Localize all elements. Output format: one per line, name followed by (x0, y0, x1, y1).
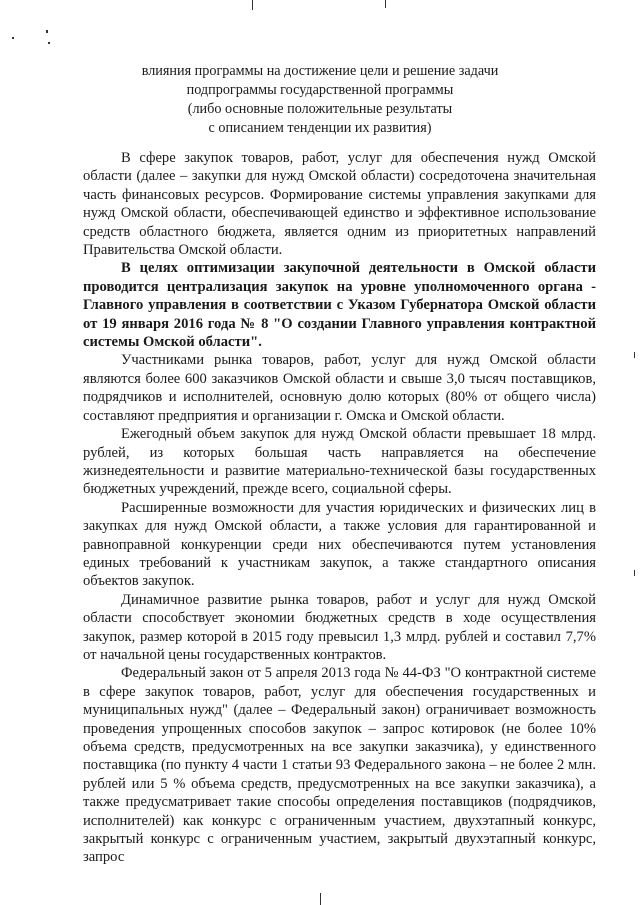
scan-artifact (385, 0, 386, 8)
scan-artifact (320, 893, 321, 905)
body-text (83, 149, 596, 867)
scan-artifact (12, 37, 14, 39)
scan-artifact (634, 352, 635, 358)
paragraph: Динамичное развитие рынка товаров, работ и услуг для нужд Омской области способствует экономии бюджетных средств в ходе осуществления закупок, размер которой в 2015 году превысил 1,3 млрд. рублей и составил 7,7% от начальной цены государственных контрактов. (83, 591, 596, 663)
section-heading (60, 62, 580, 138)
heading-line: с описанием тенденции их развития) (208, 120, 432, 136)
scan-artifact (252, 0, 253, 10)
paragraph: Федеральный закон от 5 апреля 2013 года № 44-ФЗ "О контрактной системе в сфере закупок товаров, работ, услуг для обеспечения государственных и муниципальных нужд" (далее – Федеральный закон) ограничивает возможность проведения упрощенных способов закупок – запрос котировок (не более 10% объема средств, предусмотренных на все закупки заказчика), у единственного поставщика (по пункту 4 части 1 статьи 93 Федерального закона – не более 2 млн. рублей или 5 % объема средств, предусмотренных на все закупки заказчика), а также предусматривает такие способы определения поставщиков (подрядчиков, исполнителей) как конкурс с ограниченным участием, двухэтапный конкурс, закрытый конкурс с ограниченным участием, закрытый двухэтапный конкурс, запрос (83, 665, 596, 866)
paragraph: Расширенные возможности для участия юридических и физических лиц в закупках для нужд Омской области, а также условия для гарантированной и равноправной конкуренции среди них обеспечиваются путем установления единых требований к участникам закупок, а также стандартного описания объектов закупок. (83, 499, 596, 590)
heading-line: влияния программы на достижение цели и решение задачи (141, 63, 499, 79)
heading-line: подпрограммы государственной программы (186, 82, 454, 98)
paragraph: В целях оптимизации закупочной деятельности в Омской области проводится централизация закупок на уровне уполномоченного органа - Главного управления в соответствии с Указом Губернатора Омской области от 19 января 2016 года № 8 "О создании Главного управления контрактной системы Омской области". (83, 260, 596, 351)
scan-artifact (48, 42, 50, 44)
scan-artifact (46, 30, 48, 33)
paragraph: В сфере закупок товаров, работ, услуг для обеспечения нужд Омской области (далее – закупки для нужд Омской области) сосредоточена значительная часть финансовых ресурсов. Формирование системы управления закупками для нужд Омской области, обеспечивающей единство и эффективное использование средств областного бюджета, является одним из приоритетных направлений Правительства Омской области. (83, 150, 596, 259)
paragraph: Участниками рынка товаров, работ, услуг для нужд Омской области являются более 600 заказчиков Омской области и свыше 3,0 тысяч поставщиков, подрядчиков и исполнителей, основную долю которых (80% от общего числа) составляют предприятия и организации г. Омска и Омской области. (83, 352, 596, 424)
paragraph: Ежегодный объем закупок для нужд Омской области превышает 18 млрд. рублей, из которых большая часть направляется на обеспечение жизнедеятельности и развитие материально-технической базы государственных бюджетных учреждений, прежде всего, социальной сферы. (83, 426, 596, 498)
heading-line: (либо основные положительные результаты (187, 101, 453, 117)
scan-artifact (634, 570, 635, 576)
